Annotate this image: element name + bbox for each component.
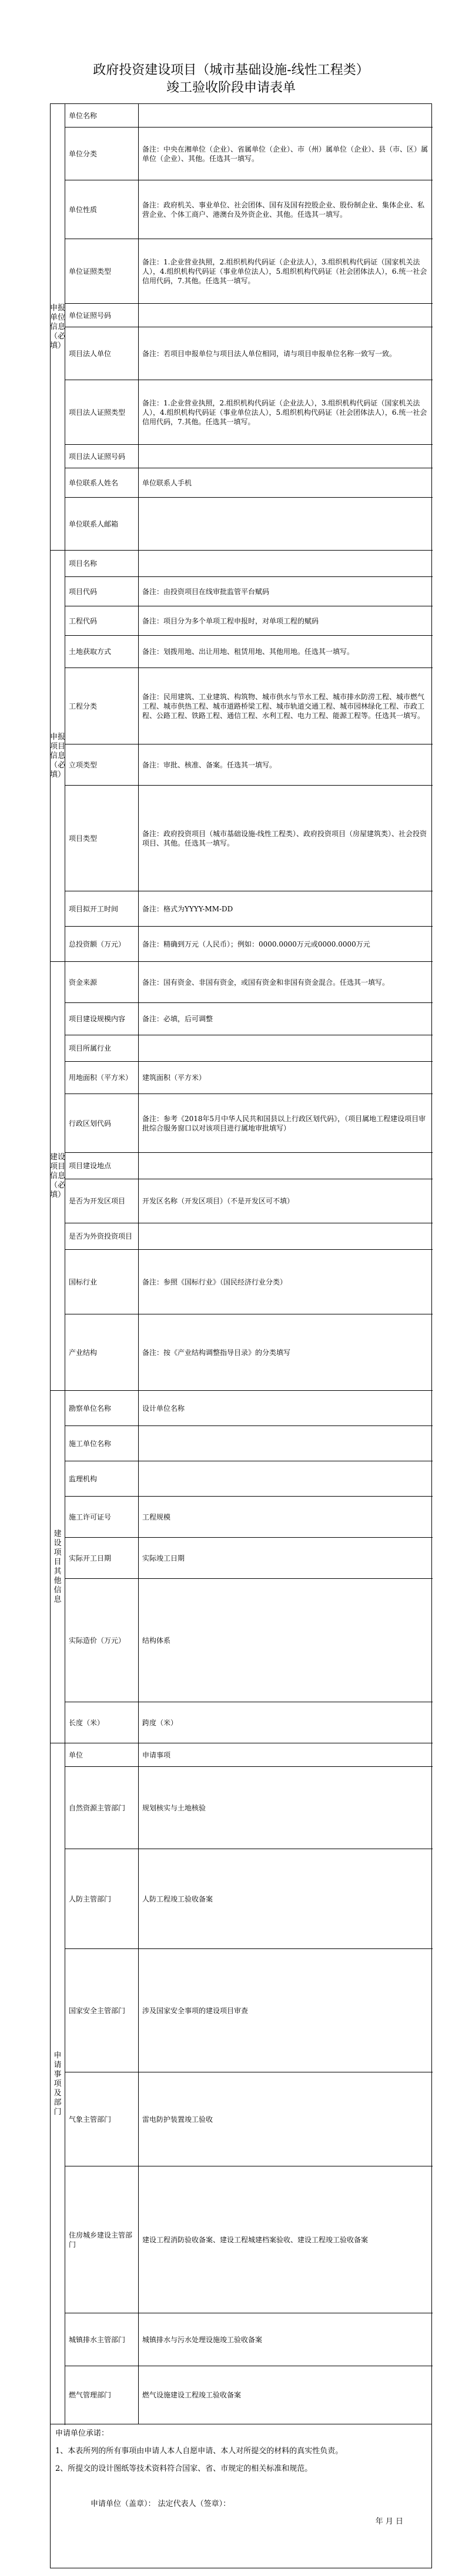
row-label: 单位联系人姓名 [65, 468, 139, 497]
matter-unit: 国家安全主管部门 [65, 1949, 139, 2072]
matter-row [65, 2366, 433, 2424]
footer-line-1: 1、本表所列的所有事项由申请人本人自愿申请、本人对所提交的材料的真实性负责。 [55, 2447, 343, 2456]
row-value[interactable]: 工程规模 [142, 1512, 171, 1521]
row-label: 项目名称 [65, 551, 139, 576]
row-label: 产业结构 [65, 1314, 139, 1391]
row-value[interactable]: 备注：精确到万元（人民币）；例如：0000.0000万元或0000.0000万元 [142, 940, 370, 948]
form-row [65, 606, 433, 636]
form-row [65, 498, 433, 551]
matter-unit: 城镇排水主管部门 [65, 2313, 139, 2366]
row-value[interactable]: 跨度（米） [142, 1719, 178, 1727]
application-form [50, 103, 432, 2424]
form-row [65, 380, 433, 445]
form-row [65, 1702, 433, 1743]
row-label: 项目法人证照类型 [65, 380, 139, 444]
row-value[interactable]: 备注：参照《国标行业》（国民经济行业分类） [142, 1277, 287, 1286]
form-row [65, 1461, 433, 1497]
matter-row [65, 1767, 433, 1849]
form-row [65, 180, 433, 239]
row-label: 勘察单位名称 [65, 1391, 139, 1425]
form-row [65, 1003, 433, 1035]
row-value[interactable]: 备注：政府投资项目（城市基础设施-线性工程类）、政府投资项目（房屋建筑类）、社会投资项目、其他。任选其一填写。 [142, 829, 427, 847]
row-value[interactable] [139, 1426, 433, 1461]
form-row [65, 104, 433, 128]
project-rows [65, 551, 433, 962]
matter-item[interactable]: 规划核实与土地核验 [142, 1803, 206, 1812]
other-info-section [51, 1391, 433, 1743]
matter-item[interactable]: 雷电防护装置竣工验收 [142, 2115, 213, 2124]
matters-section [51, 1743, 433, 2425]
date-line: 年 月 日 [375, 2517, 403, 2526]
form-row [65, 1497, 433, 1538]
form-row [65, 786, 433, 891]
commitment-footer [50, 2424, 432, 2568]
row-label: 工程分类 [65, 668, 139, 744]
row-value[interactable]: 备注：政府机关、事业单位、社会团体、国有及国有控股企业、股份制企业、集体企业、私营企业、个体工商户、港澳台及外资企业、其他。任选其一填写。 [142, 200, 425, 219]
row-label: 项目法人证照号码 [65, 445, 139, 468]
row-value[interactable]: 结构体系 [142, 1636, 171, 1645]
row-label: 国标行业 [65, 1250, 139, 1314]
row-label: 项目建设规模内容 [65, 1003, 139, 1035]
row-label: 资金来源 [65, 962, 139, 1002]
row-label: 单位名称 [65, 104, 139, 127]
row-value[interactable] [139, 1035, 433, 1061]
row-value[interactable]: 建筑面积（平方米） [142, 1074, 206, 1082]
form-row [65, 668, 433, 744]
row-label: 长度（米） [65, 1702, 139, 1743]
row-value[interactable]: 备注：民用建筑、工业建筑、构筑物、城市供水与节水工程、城市排水防涝工程、城市燃气工程、城市供热工程、城市道路桥梁工程、城市轨道交通工程、城市园林绿化工程、市政工程、公路工程、铁路工程、通信工程、水利工程、电力工程、能源工程等。任选其一填写。 [142, 692, 425, 720]
row-label: 项目拟开工时间 [65, 891, 139, 926]
row-label: 项目代码 [65, 577, 139, 606]
row-value[interactable] [139, 304, 433, 327]
matter-row [65, 1849, 433, 1949]
matter-item[interactable]: 涉及国家安全事项的建设项目审查 [142, 2006, 249, 2015]
row-value[interactable] [139, 551, 433, 576]
section-side-label: 申报单位信息（必填） [51, 104, 65, 550]
row-label: 工程代码 [65, 606, 139, 635]
form-row [65, 1179, 433, 1223]
row-label: 行政区划代码 [65, 1094, 139, 1152]
row-label: 项目建设地点 [65, 1153, 139, 1179]
row-label: 总投资额（万元） [65, 927, 139, 962]
form-row [65, 1314, 433, 1391]
form-row [65, 239, 433, 304]
form-row [65, 468, 433, 498]
row-value[interactable]: 备注：参考《2018年5月中华人民共和国县以上行政区划代码》，（项目属地工程建设项目审批综合服务窗口以对该项目进行属地审批填写） [142, 1114, 426, 1132]
row-label: 项目法人单位 [65, 327, 139, 380]
matter-unit: 自然资源主管部门 [65, 1767, 139, 1849]
section-side-label: 建设项目其他信息 [51, 1391, 65, 1743]
form-row [65, 1094, 433, 1153]
row-value[interactable]: 备注：1.企业营业执照，2.组织机构代码证（企业法人），3.组织机构代码证（国家机关法人），4.组织机构代码证（事业单位法人），5.组织机构代码证（社会团体法人），6.统一社会信用代码，7.其他。任选其一填写。 [142, 257, 427, 285]
matters-header-row [65, 1743, 433, 1767]
form-row [65, 1538, 433, 1579]
applicant-section [51, 104, 433, 551]
other-info-rows [65, 1391, 433, 1743]
matter-row [65, 2313, 433, 2366]
row-value[interactable]: 备注：中央在湘单位（企业）、省属单位（企业）、市（州）属单位（企业）、县（市、区）属单位（企业）、其他。任选其一填写。 [142, 145, 428, 163]
title-line-2: 竣工验收阶段申请表单 [166, 80, 296, 95]
row-value[interactable] [139, 445, 433, 468]
row-label: 单位证照类型 [65, 239, 139, 303]
row-value[interactable] [139, 1153, 433, 1179]
row-label: 实际开工日期 [65, 1538, 139, 1578]
form-row [65, 304, 433, 327]
matter-unit: 燃气管理部门 [65, 2366, 139, 2424]
row-value[interactable]: 备注：1.企业营业执照，2.组织机构代码证（企业法人），3.组织机构代码证（国家机关法人），4.组织机构代码证（事业单位法人），5.组织机构代码证（社会团体法人），6.统一社会信用代码，7.其他。任选其一填写。 [142, 398, 427, 426]
section-side-label: 建设项目信息（必填） [51, 962, 65, 1390]
row-value[interactable]: 开发区名称（开发区项目）（不是开发区可不填） [142, 1197, 294, 1205]
form-row [65, 636, 433, 668]
matter-item[interactable]: 燃气设施建设工程竣工验收备案 [142, 2391, 242, 2399]
row-label: 施工许可证号 [65, 1497, 139, 1537]
row-label: 单位证照号码 [65, 304, 139, 327]
row-label: 项目所属行业 [65, 1035, 139, 1061]
section-side-label: 申请事项及部门 [51, 1743, 65, 2425]
row-value[interactable]: 备注：项目分为多个单项工程申报时，对单项工程的赋码 [142, 616, 319, 625]
form-row [65, 1035, 433, 1062]
matter-row [65, 1949, 433, 2072]
form-row [65, 551, 433, 577]
row-label: 施工单位名称 [65, 1426, 139, 1461]
header-matter: 申请事项 [142, 1750, 171, 1759]
row-value[interactable]: 备注：按《产业结构调整指导目录》的分类填写 [142, 1349, 291, 1357]
matter-unit: 住房城乡建设主管部门 [65, 2166, 139, 2313]
form-row [65, 1579, 433, 1702]
form-row [65, 927, 433, 962]
row-value[interactable]: 备注：划拨用地、出让用地、租赁用地、其他用地。任选其一填写。 [142, 648, 354, 656]
row-label: 单位联系人邮箱 [65, 498, 139, 551]
row-value[interactable] [139, 498, 433, 551]
form-row [65, 327, 433, 380]
matter-item[interactable]: 建设工程消防验收备案、建设工程城建档案验收、建设工程竣工验收备案 [142, 2235, 369, 2244]
row-value[interactable] [139, 104, 433, 127]
form-row [65, 1062, 433, 1094]
row-label: 是否为外资投资项目 [65, 1223, 139, 1249]
signature-line: 申请单位（盖章）： 法定代表人（签章）： [91, 2500, 231, 2508]
section-side-label: 申报项目信息（必填） [51, 551, 65, 961]
header-unit: 单位 [65, 1743, 139, 1766]
form-row [65, 577, 433, 606]
matter-item[interactable]: 人防工程竣工验收备案 [142, 1894, 213, 1903]
form-row [65, 128, 433, 180]
form-row [65, 962, 433, 1003]
row-label: 单位性质 [65, 180, 139, 239]
project-section [51, 551, 433, 962]
row-value[interactable]: 单位联系人手机 [142, 478, 192, 487]
row-value[interactable]: 备注：必填，后可调整 [142, 1015, 213, 1023]
row-label: 土地获取方式 [65, 636, 139, 668]
footer-heading: 申请单位承诺： [55, 2429, 109, 2438]
footer-line-2: 2、所提交的设计图纸等技术资料符合国家、省、市规定的相关标准和规范。 [55, 2464, 313, 2473]
row-label: 是否为开发区项目 [65, 1179, 139, 1223]
page-title [0, 62, 462, 97]
form-row [65, 1250, 433, 1314]
row-label: 单位分类 [65, 128, 139, 180]
form-row [65, 1391, 433, 1426]
matter-row [65, 2166, 433, 2313]
row-value[interactable]: 设计单位名称 [142, 1404, 185, 1413]
form-row [65, 891, 433, 927]
form-row [65, 1153, 433, 1179]
row-label: 监理机构 [65, 1461, 139, 1496]
row-value[interactable]: 备注：格式为YYYY-MM-DD [142, 904, 233, 913]
row-label: 项目类型 [65, 786, 139, 891]
row-label: 立项类型 [65, 744, 139, 785]
matter-item[interactable]: 城镇排水与污水处理设施竣工验收备案 [142, 2335, 263, 2344]
matter-row [65, 2072, 433, 2166]
row-value[interactable] [139, 1461, 433, 1496]
construction-section [51, 962, 433, 1391]
title-line-1: 政府投资建设项目（城市基础设施-线性工程类） [93, 63, 369, 78]
row-value[interactable]: 备注：若项目申报单位与项目法人单位相同，请与项目申报单位名称一致写一致。 [142, 349, 397, 358]
row-label: 用地面积（平方米） [65, 1062, 139, 1094]
row-value[interactable]: 备注：由投资项目在线审批监管平台赋码 [142, 587, 270, 596]
form-row [65, 445, 433, 468]
construction-rows [65, 962, 433, 1391]
row-value[interactable]: 备注：审批、核准、备案。任选其一填写。 [142, 760, 277, 769]
row-value[interactable]: 实际竣工日期 [142, 1554, 185, 1562]
applicant-rows [65, 104, 433, 551]
matters-rows [65, 1743, 433, 2424]
row-value[interactable] [139, 1223, 433, 1249]
matter-unit: 气象主管部门 [65, 2072, 139, 2166]
form-row [65, 744, 433, 786]
matter-unit: 人防主管部门 [65, 1849, 139, 1948]
row-value[interactable]: 备注：国有资金、非国有资金，或国有资金和非国有资金混合。任选其一填写。 [142, 978, 390, 987]
form-row [65, 1223, 433, 1250]
row-label: 实际造价（万元） [65, 1579, 139, 1702]
form-row [65, 1426, 433, 1461]
